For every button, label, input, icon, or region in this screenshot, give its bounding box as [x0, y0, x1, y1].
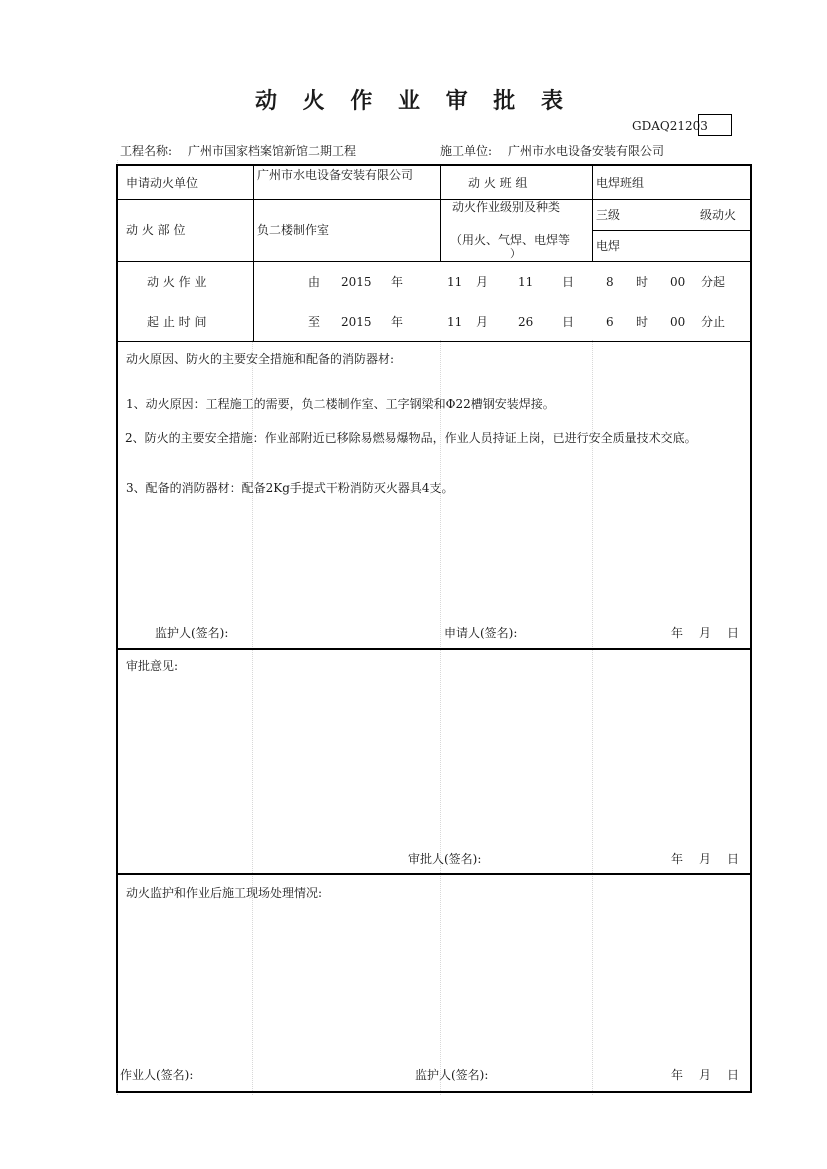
category-label-line3: ） [510, 247, 521, 260]
category-label-line2: （用火、气焊、电焊等 [450, 233, 571, 247]
guardian-sign-label-2[interactable]: 监护人(签名): [415, 1068, 489, 1082]
start-hour[interactable]: 8 [606, 275, 614, 289]
form-code-box[interactable] [698, 114, 732, 136]
start-day[interactable]: 11 [518, 275, 534, 289]
end-day[interactable]: 26 [518, 315, 534, 329]
form-title: 动 火 作 业 审 批 表 [255, 89, 572, 114]
date-year-1: 年 [671, 626, 684, 640]
applicant-sign-label[interactable]: 申请人(签名): [444, 626, 518, 640]
level-left[interactable]: 三级 [596, 208, 621, 222]
start-hour-unit: 时 [636, 275, 649, 289]
end-hour[interactable]: 6 [606, 315, 614, 329]
date-day-1: 日 [727, 626, 740, 640]
start-suffix: 分起 [701, 275, 726, 289]
guardian-sign-label[interactable]: 监护人(签名): [155, 626, 229, 640]
time-label-line2: 起 止 时 间 [147, 315, 207, 329]
end-year-unit: 年 [391, 315, 404, 329]
reason-item-1[interactable]: 1、动火原因：工程施工的需要，负二楼制作室、工字钢梁和Φ22槽钢安装焊接。 [126, 397, 555, 411]
approver-sign-label[interactable]: 审批人(签名): [408, 852, 482, 866]
applicant-unit-label: 申请动火单位 [126, 176, 199, 190]
end-day-unit: 日 [562, 315, 575, 329]
date-year-2: 年 [671, 852, 684, 866]
team-label: 动 火 班 组 [468, 176, 528, 190]
contractor-label: 施工单位: [440, 144, 493, 158]
start-year[interactable]: 2015 [341, 275, 372, 289]
aftercare-heading: 动火监护和作业后施工现场处理情况: [126, 886, 323, 900]
applicant-unit-value[interactable]: 广州市水电设备安装有限公司 [257, 168, 414, 182]
project-value: 广州市国家档案馆新馆二期工程 [188, 144, 357, 158]
end-month[interactable]: 11 [447, 315, 463, 329]
location-value[interactable]: 负二楼制作室 [257, 223, 330, 237]
approval-heading: 审批意见: [126, 659, 179, 673]
category-label-line1: 动火作业级别及种类 [452, 200, 561, 214]
contractor-value: 广州市水电设备安装有限公司 [508, 144, 665, 158]
end-hour-unit: 时 [636, 315, 649, 329]
reasons-heading: 动火原因、防火的主要安全措施和配备的消防器材: [126, 352, 395, 366]
end-month-unit: 月 [476, 315, 489, 329]
start-prefix: 由 [308, 275, 321, 289]
start-day-unit: 日 [562, 275, 575, 289]
team-value[interactable]: 电焊班组 [596, 176, 645, 190]
end-prefix: 至 [308, 315, 321, 329]
end-minute[interactable]: 00 [670, 315, 686, 329]
level-right: 级动火 [700, 208, 737, 222]
end-suffix: 分止 [701, 315, 726, 329]
start-month[interactable]: 11 [447, 275, 463, 289]
location-label: 动 火 部 位 [126, 223, 186, 237]
start-month-unit: 月 [476, 275, 489, 289]
start-minute[interactable]: 00 [670, 275, 686, 289]
end-year[interactable]: 2015 [341, 315, 372, 329]
date-year-3: 年 [671, 1068, 684, 1082]
date-day-3: 日 [727, 1068, 740, 1082]
date-month-1: 月 [699, 626, 712, 640]
date-day-2: 日 [727, 852, 740, 866]
form-code: GDAQ21203 [632, 119, 708, 133]
date-month-2: 月 [699, 852, 712, 866]
time-label-line1: 动 火 作 业 [147, 275, 207, 289]
project-label: 工程名称: [120, 144, 173, 158]
kind-value[interactable]: 电焊 [596, 239, 621, 253]
reason-item-2[interactable]: 2、防火的主要安全措施：作业部附近已移除易燃易爆物品，作业人员持证上岗，已进行安全质量技术交底。 [125, 431, 697, 445]
worker-sign-label[interactable]: 作业人(签名): [120, 1068, 194, 1082]
reason-item-3[interactable]: 3、配备的消防器材：配备2Kg手提式干粉消防灭火器具4支。 [126, 481, 454, 495]
date-month-3: 月 [699, 1068, 712, 1082]
start-year-unit: 年 [391, 275, 404, 289]
